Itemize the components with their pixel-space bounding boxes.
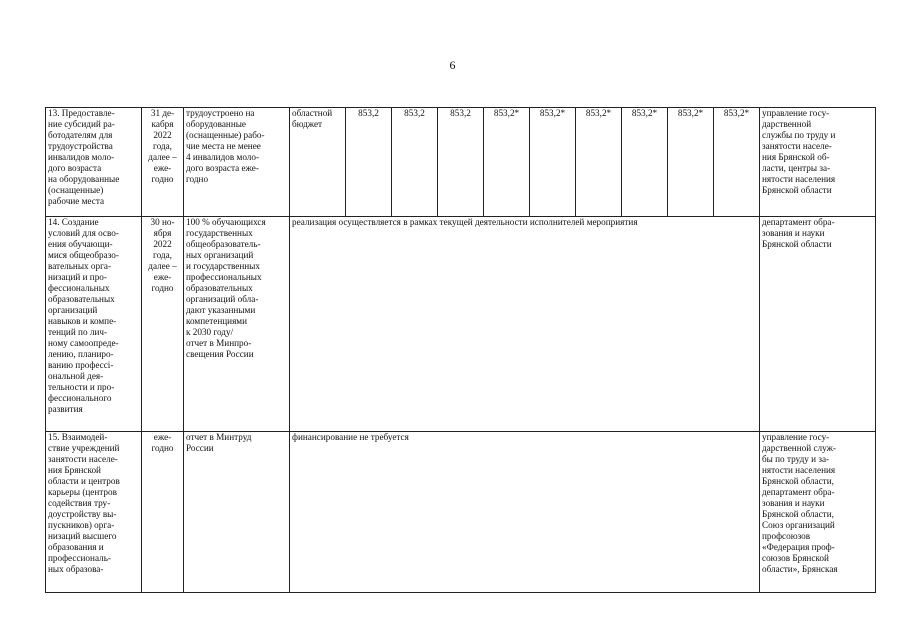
funding-value-cell: 853,2 <box>346 108 392 217</box>
funding-value-cell: 853,2 <box>438 108 484 217</box>
funding-note-cell: реализация осуществляется в рамках текущей деятельности исполнителей мероприятия <box>290 217 760 432</box>
page-number: 6 <box>449 58 456 72</box>
responsible-cell: управление госу- дарственной служ- бы по труду и за- нятости населения Брянской области, департамент обра- зования и науки Брянской области, Союз организаций профсоюзов «Федерация проф- союзов Брянской области», Брянская <box>760 432 876 593</box>
term-cell: еже- годно <box>142 432 184 593</box>
action-cell: 13. Предоставле- ние субсидий ра- ботодателям для трудоустройства инвалидов моло- дого возраста на оборудованные (оснащенные) рабочие места <box>46 108 142 217</box>
term-cell: 31 де- кабря 2022 года, далее – еже- годно <box>142 108 184 217</box>
funding-value-cell: 853,2 <box>392 108 438 217</box>
funding-value-cell: 853,2* <box>714 108 760 217</box>
funding-value-cell: 853,2* <box>576 108 622 217</box>
action-cell: 15. Взаимодей- ствие учреждений занятости населе- ния Брянской области и центров карьеры (центров содействия тру- доустройству вы- пускников) орга- низаций высшего образования и профессиональ- ных образова- <box>46 432 142 593</box>
action-cell: 14. Создание условий для осво- ения обучающи- мися общеобразо- вательных орга- низаций и про- фессиональных образовательных организаций навыков и компе- тенций по лич- ному самоопреде- лению, планиро- ванию профессі- ональной дея- тельности и про- фессионального развития <box>46 217 142 432</box>
table-row <box>46 108 876 217</box>
funding-source-cell: областной бюджет <box>290 108 346 217</box>
funding-value-cell: 853,2* <box>484 108 530 217</box>
funding-note-cell: финансирование не требуется <box>290 432 760 593</box>
funding-value-cell: 853,2* <box>530 108 576 217</box>
indicator-cell: 100 % обучающихся государственных общеобразователь- ных организаций и государственных профессиональных образовательных организаций обла- дают указанными компетенциями к 2030 году/ отчет в Минпро- свещения России <box>184 217 290 432</box>
responsible-cell: департамент обра- зования и науки Брянской области <box>760 217 876 432</box>
measures-table <box>45 107 876 593</box>
indicator-cell: отчет в Минтруд России <box>184 432 290 593</box>
term-cell: 30 но- ября 2022 года, далее – еже- годно <box>142 217 184 432</box>
table-row <box>46 217 876 432</box>
indicator-cell: трудоустроено на оборудованные (оснащенные) рабо- чие места не менее 4 инвалидов моло- дого возраста еже- годно <box>184 108 290 217</box>
funding-value-cell: 853,2* <box>668 108 714 217</box>
funding-value-cell: 853,2* <box>622 108 668 217</box>
responsible-cell: управление госу- дарственной службы по труду и занятости населе- ния Брянской об- ласти, центры за- нятости населения Брянской области <box>760 108 876 217</box>
table-row <box>46 432 876 593</box>
